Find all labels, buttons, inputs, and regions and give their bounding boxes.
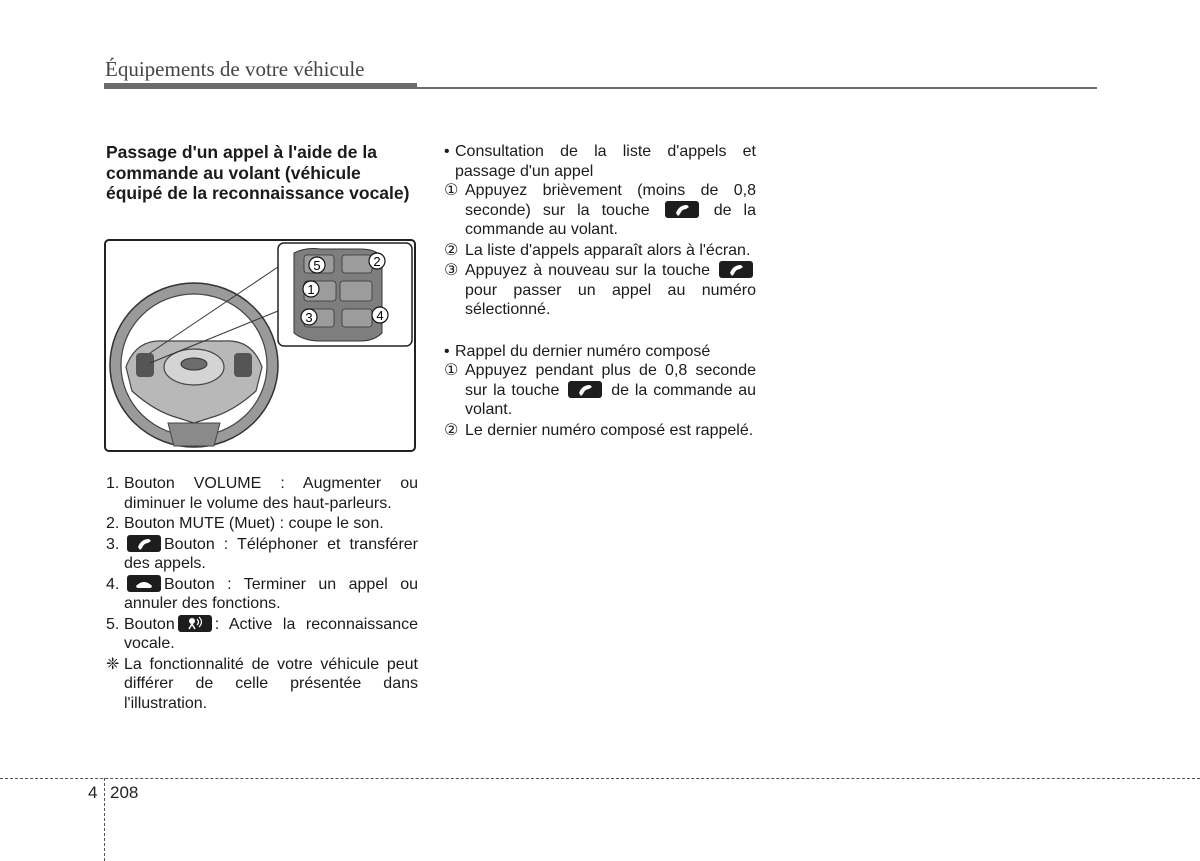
chapter-number: 4 [88,783,98,802]
left-list-container [106,474,418,714]
list-item [106,514,418,534]
section-call-list [444,142,756,320]
step-marker: ② [444,241,459,259]
step-text: Appuyez à nouveau sur la touche [465,262,711,279]
list-item-prefix: Bouton [124,615,175,633]
callout-2: 2 [373,254,381,269]
bullet-marker: • [444,342,450,360]
step-marker: ① [444,182,459,199]
step-item [444,261,756,320]
list-marker: 4. [106,575,120,593]
list-item [106,474,418,513]
page-number: 208 [110,783,139,802]
voice-recognition-icon [178,615,212,632]
list-item-text: : Active la reconnaissance vocale. [124,615,418,652]
list-item [106,535,418,574]
list-item-note [106,655,418,714]
note-marker: ❈ [106,655,120,673]
callout-4: 4 [376,308,384,323]
list-marker: 2. [106,515,120,532]
phone-call-icon [665,201,699,218]
step-text: de la commande au volant. [465,381,756,418]
callout-1: 1 [307,282,315,297]
step-text: de la commande au volant. [465,201,756,238]
step-marker: ① [444,362,459,379]
list-item-text: Bouton MUTE (Muet) : coupe le son. [124,515,384,532]
button-list [106,474,418,713]
list-item [106,615,418,654]
callout-5: 5 [313,258,321,273]
list-item-text: Bouton : Terminer un appel ou annuler des fonctions. [124,575,418,612]
step-text: La liste d'appels apparaît alors à l'écran. [465,241,751,259]
list-item-text: La fonctionnalité de votre véhicule peut différer de celle présentée dans l'illustration. [124,655,418,712]
phone-call-icon [127,535,161,552]
footer-vertical-divider [104,778,105,861]
step-item [444,421,756,441]
step-list [444,361,756,440]
list-item-text: Bouton VOLUME : Augmenter ou diminuer le volume des haut-parleurs. [124,475,418,512]
section-heading: Passage d'un appel à l'aide de la commande au volant (véhicule équipé de la reconnaissance vocale) [106,142,410,203]
list-item [106,575,418,614]
bullet-marker: • [444,143,450,160]
list-marker: 1. [106,475,120,492]
middle-column [444,142,756,441]
list-marker: 5. [106,615,120,633]
footer-divider [0,778,1200,779]
step-item [444,361,756,420]
step-text: Le dernier numéro composé est rappelé. [465,421,754,439]
section-title-text: Rappel du dernier numéro composé [455,342,711,360]
left-column [106,142,418,204]
step-list [444,181,756,320]
step-item [444,241,756,261]
callout-3: 3 [305,310,313,325]
step-text: Appuyez brièvement (moins de 0,8 seconde) sur la touche [465,182,756,219]
step-text: pour passer un appel au numéro sélectionné. [465,281,756,318]
phone-call-icon [719,261,753,278]
list-item-text: Bouton : Téléphoner et transférer des appels. [124,535,418,572]
header-rule-thin [417,87,1097,89]
phone-call-icon [568,381,602,398]
section-title-text: Consultation de la liste d'appels et passage d'un appel [455,143,756,180]
step-item [444,181,756,240]
step-marker: ② [444,421,459,439]
steering-wheel-illustration [106,241,414,450]
section-title [444,342,756,362]
header-rule-thick [104,83,417,89]
step-text: Appuyez pendant plus de 0,8 seconde sur la touche [465,362,756,399]
section-redial [444,342,756,441]
phone-hangup-icon [127,575,161,592]
list-marker: 3. [106,535,120,553]
section-title [444,142,756,181]
step-marker: ③ [444,262,459,279]
steering-wheel-figure [104,239,416,452]
page-header-title: Équipements de votre véhicule [105,57,365,81]
